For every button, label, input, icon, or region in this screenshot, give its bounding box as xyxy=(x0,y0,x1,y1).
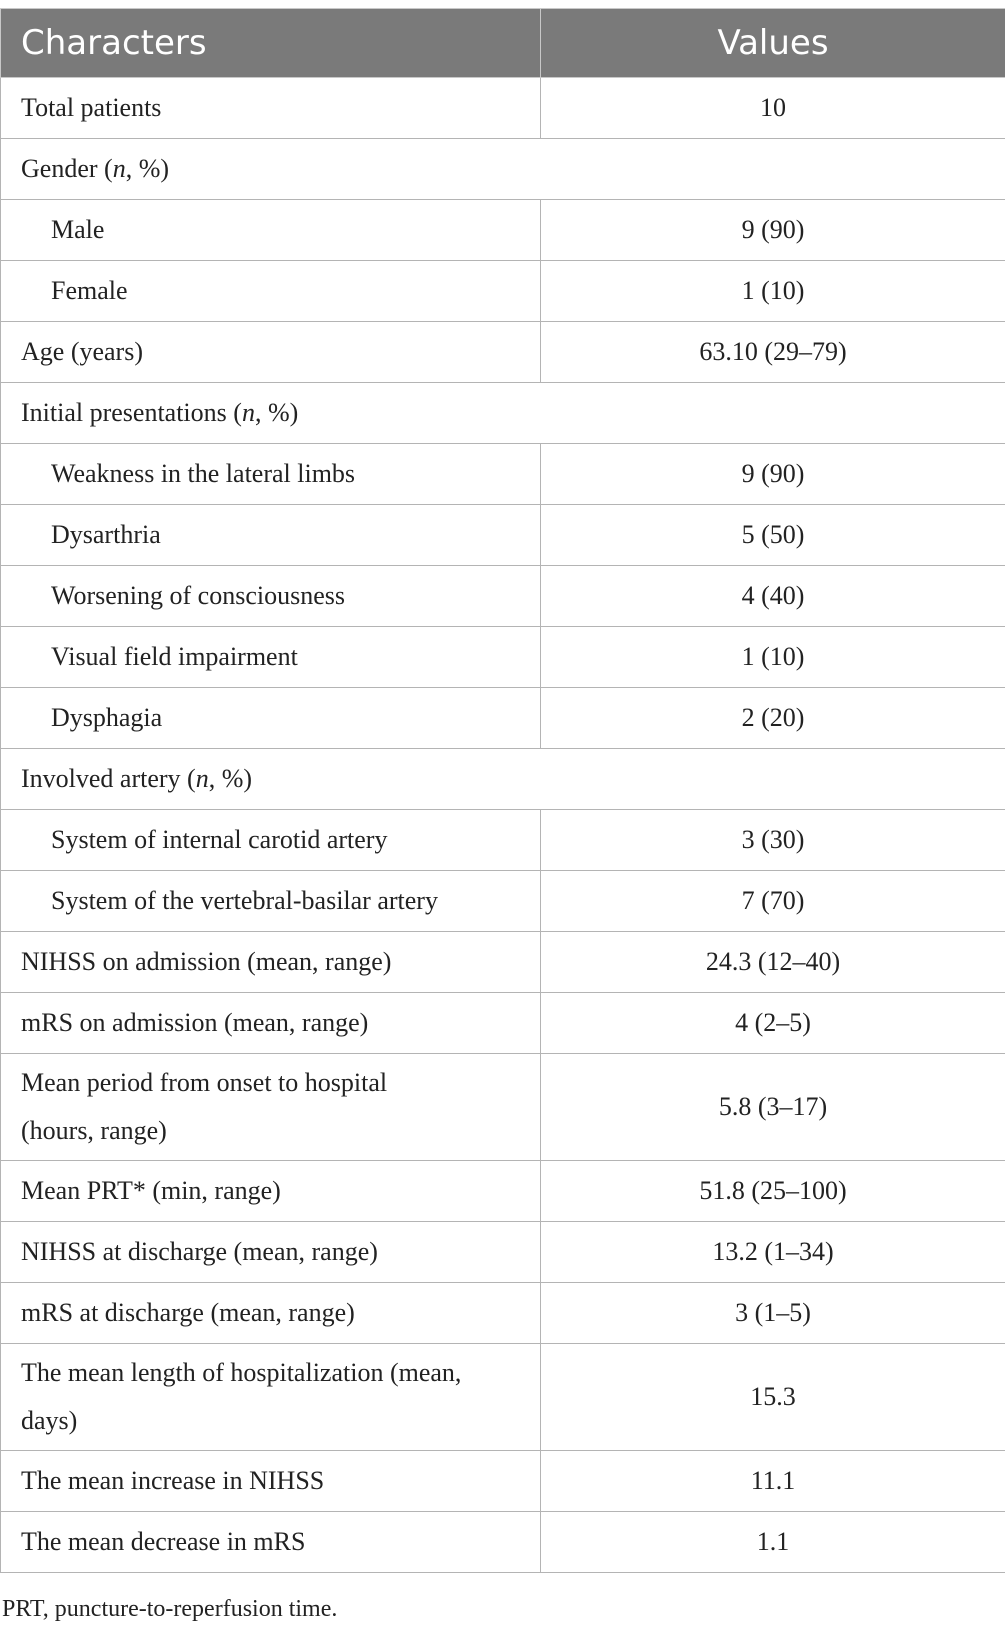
row-label-line1: The mean length of hospitalization (mean, xyxy=(21,1358,462,1387)
table-row xyxy=(1,200,1005,261)
table-row xyxy=(1,993,1005,1054)
table-footnote: PRT, puncture-to-reperfusion time. xyxy=(2,1596,338,1622)
table-row xyxy=(1,566,1005,627)
row-value: 9 (90) xyxy=(541,200,1005,261)
table-row xyxy=(1,1512,1005,1573)
table-row xyxy=(1,1161,1005,1222)
row-label: Dysphagia xyxy=(1,688,541,749)
header-characters: Characters xyxy=(1,9,541,78)
row-label: NIHSS at discharge (mean, range) xyxy=(1,1222,541,1283)
table-row xyxy=(1,810,1005,871)
table-row xyxy=(1,1451,1005,1512)
row-label-line2: days) xyxy=(21,1406,78,1435)
table-row xyxy=(1,261,1005,322)
row-value: 2 (20) xyxy=(541,688,1005,749)
row-label: mRS at discharge (mean, range) xyxy=(1,1283,541,1344)
row-label: System of the vertebral-basilar artery xyxy=(1,871,541,932)
table-row xyxy=(1,505,1005,566)
section-heading-gender: Gender (n, %) xyxy=(1,139,1005,200)
row-label: Total patients xyxy=(1,78,541,139)
row-value: 4 (40) xyxy=(541,566,1005,627)
row-label: Worsening of consciousness xyxy=(1,566,541,627)
section-heading-involved-artery: Involved artery (n, %) xyxy=(1,749,1005,810)
row-label: Age (years) xyxy=(1,322,541,383)
section-heading-row xyxy=(1,383,1005,444)
row-value: 24.3 (12–40) xyxy=(541,932,1005,993)
table-row xyxy=(1,871,1005,932)
row-value: 63.10 (29–79) xyxy=(541,322,1005,383)
row-value: 7 (70) xyxy=(541,871,1005,932)
table-row xyxy=(1,932,1005,993)
patient-characteristics-table xyxy=(0,8,1005,1573)
row-value: 51.8 (25–100) xyxy=(541,1161,1005,1222)
row-value: 11.1 xyxy=(541,1451,1005,1512)
row-label-line1: Mean period from onset to hospital xyxy=(21,1068,388,1097)
row-label: Female xyxy=(1,261,541,322)
row-value: 1.1 xyxy=(541,1512,1005,1573)
row-label xyxy=(1,1344,541,1451)
row-label: NIHSS on admission (mean, range) xyxy=(1,932,541,993)
table-row xyxy=(1,1344,1005,1451)
row-label: Mean PRT* (min, range) xyxy=(1,1161,541,1222)
row-value: 10 xyxy=(541,78,1005,139)
table-row xyxy=(1,444,1005,505)
row-label: The mean increase in NIHSS xyxy=(1,1451,541,1512)
row-label: Dysarthria xyxy=(1,505,541,566)
table-row xyxy=(1,1283,1005,1344)
table-row xyxy=(1,627,1005,688)
table-row xyxy=(1,1054,1005,1161)
row-label: Male xyxy=(1,200,541,261)
row-value: 3 (1–5) xyxy=(541,1283,1005,1344)
table-row xyxy=(1,322,1005,383)
row-value: 3 (30) xyxy=(541,810,1005,871)
row-label: Weakness in the lateral limbs xyxy=(1,444,541,505)
section-heading-row xyxy=(1,749,1005,810)
row-value: 5 (50) xyxy=(541,505,1005,566)
row-label: System of internal carotid artery xyxy=(1,810,541,871)
row-value: 9 (90) xyxy=(541,444,1005,505)
row-label: mRS on admission (mean, range) xyxy=(1,993,541,1054)
table-header-row xyxy=(1,9,1005,78)
row-value: 4 (2–5) xyxy=(541,993,1005,1054)
row-value: 5.8 (3–17) xyxy=(541,1054,1005,1161)
characteristics-table-container xyxy=(0,8,1005,1573)
row-label-line2: (hours, range) xyxy=(21,1116,167,1145)
table-row xyxy=(1,688,1005,749)
table-row xyxy=(1,1222,1005,1283)
row-value: 13.2 (1–34) xyxy=(541,1222,1005,1283)
row-label: Visual field impairment xyxy=(1,627,541,688)
row-label: The mean decrease in mRS xyxy=(1,1512,541,1573)
header-values: Values xyxy=(541,9,1005,78)
section-heading-initial-presentations: Initial presentations (n, %) xyxy=(1,383,1005,444)
row-value: 15.3 xyxy=(541,1344,1005,1451)
row-label xyxy=(1,1054,541,1161)
table-row xyxy=(1,78,1005,139)
row-value: 1 (10) xyxy=(541,261,1005,322)
row-value: 1 (10) xyxy=(541,627,1005,688)
section-heading-row xyxy=(1,139,1005,200)
